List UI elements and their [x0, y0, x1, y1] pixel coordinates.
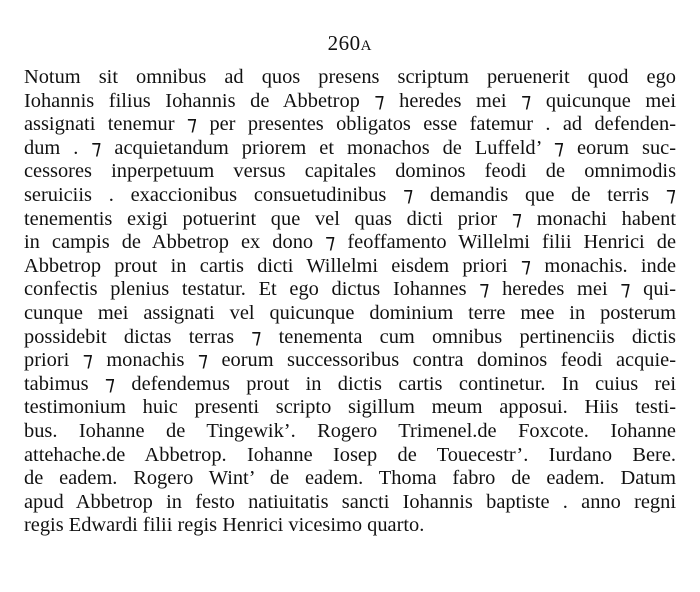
text-line: de eadem. Rogero Wint’ de eadem. Thoma fabro de eadem. Datum — [24, 467, 676, 490]
charter-number-digits: 260 — [327, 31, 361, 55]
text-line: apud Abbetrop in festo natiuitatis sancti Iohannis baptiste . anno regni — [24, 490, 676, 513]
text-line: priori ⁊ monachis ⁊ eorum successoribus contra dominos feodi acquie- — [24, 349, 676, 372]
text-line: assignati tenemur ⁊ per presentes obligatos esse fatemur . ad defenden- — [24, 113, 676, 136]
text-line: tenementis exigi potuerint que vel quas dicti prior ⁊ monachi habent — [24, 207, 676, 230]
text-line: testimonium huic presenti scripto sigillum meum apposui. Hiis testi- — [24, 396, 676, 419]
text-line: cunque mei assignati vel quicunque dominium terre mee in posterum — [24, 301, 676, 324]
text-line: Abbetrop prout in cartis dicti Willelmi eisdem priori ⁊ monachis. inde — [24, 254, 676, 277]
text-line: dum . ⁊ acquietandum priorem et monachos de Luffeld’ ⁊ eorum suc- — [24, 136, 676, 159]
text-line: tabimus ⁊ defendemus prout in dictis cartis continetur. In cuius rei — [24, 372, 676, 395]
text-line: cessores inperpetuum versus capitales dominos feodi de omnimodis — [24, 160, 676, 183]
text-line: possidebit dictas terras ⁊ tenementa cum omnibus pertinenciis dictis — [24, 325, 676, 348]
text-line-last: regis Edwardi filii regis Henrici vicesimo quarto. — [24, 514, 425, 537]
charter-number — [0, 31, 700, 56]
text-line: seruiciis . exaccionibus consuetudinibus ⁊ demandis que de terris ⁊ — [24, 183, 676, 206]
text-line: bus. Iohanne de Tingewik’. Rogero Trimenel.de Foxcote. Iohanne — [24, 419, 676, 442]
text-line: confectis plenius testatur. Et ego dictus Iohannes ⁊ heredes mei ⁊ qui- — [24, 278, 676, 301]
charter-text — [24, 66, 676, 538]
text-line: in campis de Abbetrop ex dono ⁊ feoffamento Willelmi filii Henrici de — [24, 231, 676, 254]
text-line: Notum sit omnibus ad quos presens scriptum peruenerit quod ego — [24, 66, 676, 88]
charter-number-suffix: A — [360, 38, 373, 54]
text-line: attehache.de Abbetrop. Iohanne Iosep de Touecestr’. Iurdano Bere. — [24, 443, 676, 466]
text-line: Iohannis filius Iohannis de Abbetrop ⁊ heredes mei ⁊ quicunque mei — [24, 89, 676, 112]
